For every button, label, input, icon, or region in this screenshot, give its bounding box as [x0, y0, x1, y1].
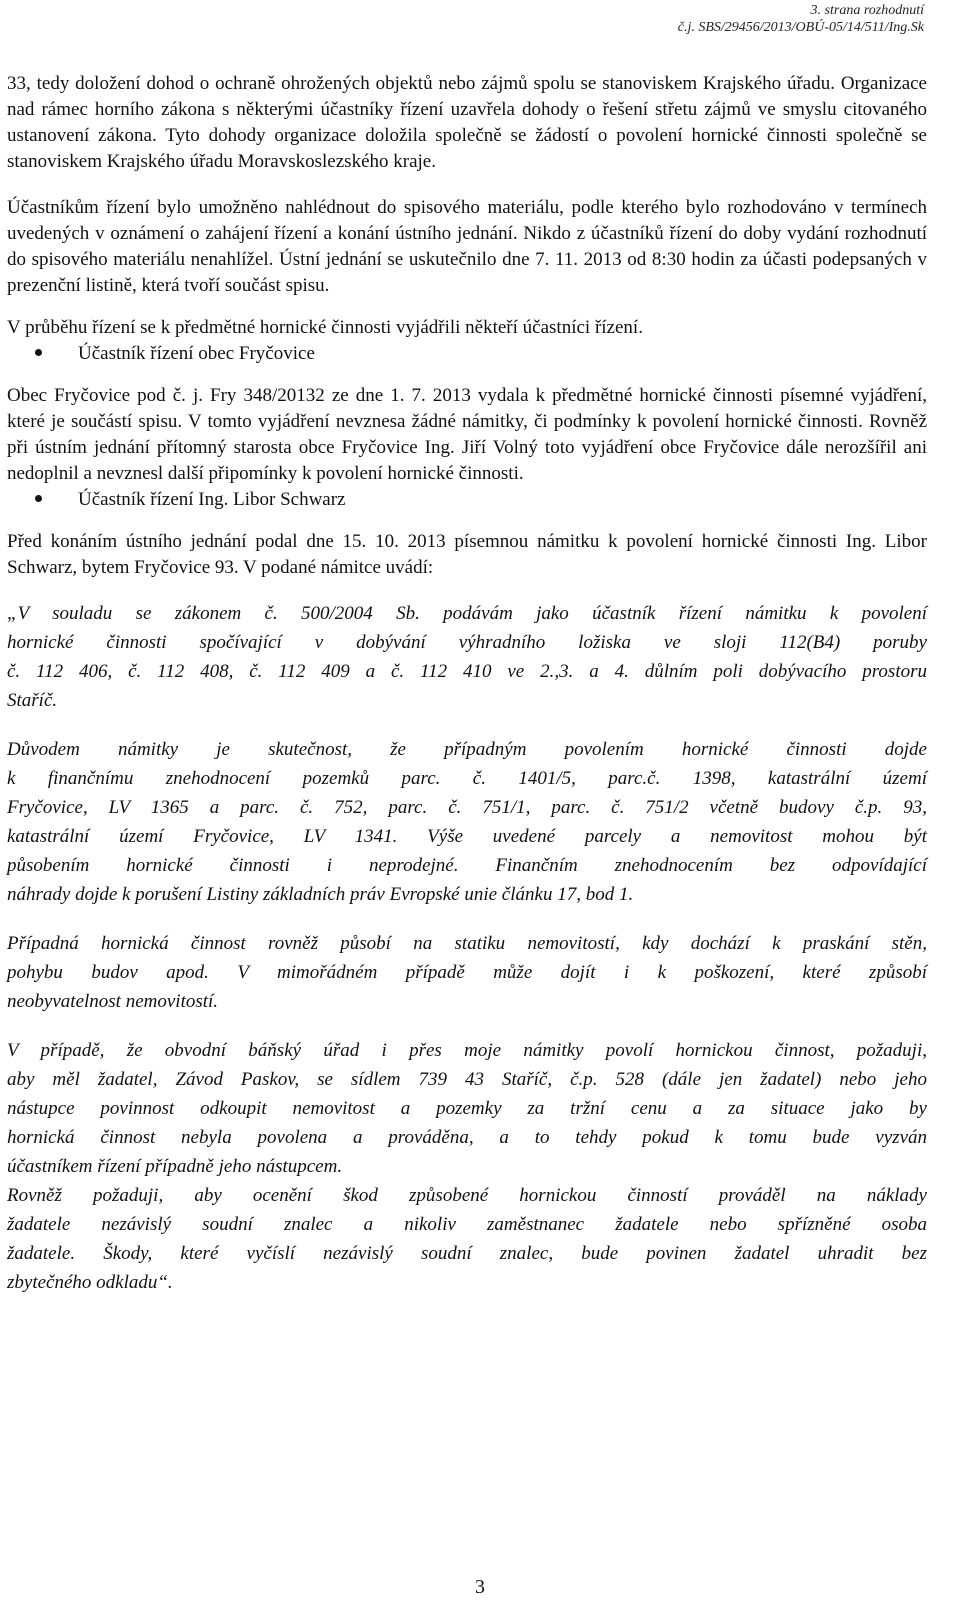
quote-paragraph-damage-assessment: Rovněž požaduji, aby ocenění škod způsobené hornickou činností prováděl na náklady žadatele nezávislý soudní znalec a nikoliv zaměstnanec žadatele nebo spřízněné osoba žadatele. Škody, které vyčíslí nezávislý soudní znalec, bude povinen žadatel uhradit bez zbytečného odkladu“.: [7, 1185, 927, 1293]
list-item-schwarz: [7, 487, 927, 513]
quote-paragraph-statics: Případná hornická činnost rovněž působí na statiku nemovitostí, kdy dochází k praskání stěn, pohybu budov apod. V mimořádném případě může dojít i k poškození, které způsobí neobyvatelnost nemovitostí.: [7, 933, 927, 1012]
page-label: 3. strana rozhodnutí: [810, 3, 924, 18]
page-number: 3: [475, 1576, 485, 1598]
quote-paragraph-reason: Důvodem námitky je skutečnost, že případným povolením hornické činnosti dojde k finančnímu znehodnocení pozemků parc. č. 1401/5, parc.č. 1398, katastrální území Fryčovice, LV 1365 a parc. č. 752, parc. č. 751/1, parc. č. 751/2 včetně budovy č.p. 93, katastrální území Fryčovice, LV 1341. Výše uvedené parcely a nemovitost mohou být působením hornické činnosti i neprodejné. Finančním znehodnocením bez odpovídající náhrady dojde k porušení Listiny základních práv Evropské unie článku 17, bod 1.: [7, 739, 927, 905]
quote-block: [7, 599, 927, 1297]
paragraph-objection-intro: Před konáním ústního jednání podal dne 15. 10. 2013 písemnou námitku k povolení hornické činnosti Ing. Libor Schwarz, bytem Fryčovice 93. V podané námitce uvádí:: [7, 531, 927, 578]
quote-paragraph-purchase-demand: V případě, že obvodní báňský úřad i přes moje námitky povolí hornickou činnost, požaduji, aby měl žadatel, Závod Paskov, se sídlem 739 43 Staříč, č.p. 528 (dále jen žadatel) nebo jeho nástupce povinnost odkoupit nemovitost a pozemky za tržní cenu a za situace jako by hornická činnost nebyla povolena a prováděna, a to tehdy pokud k tomu bude vyzván účastníkem řízení případně jeho nástupcem.: [7, 1040, 927, 1177]
page-header: [678, 2, 924, 36]
paragraph-participants-statements: V průběhu řízení se k předmětné hornické činnosti vyjádřili někteří účastníci řízení.: [7, 317, 643, 338]
bullet-icon: [7, 341, 78, 367]
document-body: [7, 71, 927, 1297]
list-item-label: Účastník řízení obec Fryčovice: [78, 343, 315, 364]
reference-number: č.j. SBS/29456/2013/OBÚ-05/14/511/Ing.Sk: [677, 20, 924, 35]
list-item-label: Účastník řízení Ing. Libor Schwarz: [78, 489, 346, 510]
paragraph-municipality-statement: Obec Fryčovice pod č. j. Fry 348/20132 ze dne 1. 7. 2013 vydala k předmětné hornické činnosti písemné vyjádření, které je součástí spisu. V tomto vyjádření nevznesa žádné námitky, či podmínky k povolení hornické činnosti. Rovněž při ústním jednání přítomný starosta obce Fryčovice Ing. Jiří Volný toto vyjádření obce Fryčovice dále nerozšířil ani nedoplnil a nevznesl další připomínky k povolení hornické činnosti.: [7, 385, 927, 484]
bullet-icon: [7, 487, 78, 513]
quote-paragraph-objection: „V souladu se zákonem č. 500/2004 Sb. podávám jako účastník řízení námitku k povolení hornické činnosti spočívající v dobývání výhradního ložiska ve sloji 112(B4) poruby č. 112 406, č. 112 408, č. 112 409 a č. 112 410 ve 2.,3. a 4. důlním poli dobývacího prostoru Staříč.: [7, 603, 927, 711]
paragraph-file-access: Účastníkům řízení bylo umožněno nahlédnout do spisového materiálu, podle kterého bylo rozhodováno v termínech uvedených v oznámení o zahájení řízení a konání ústního jednání. Nikdo z účastníků řízení do doby vydání rozhodnutí do spisového materiálu nenahlížel. Ústní jednání se uskutečnilo dne 7. 11. 2013 od 8:30 hodin za účasti podepsaných v prezenční listině, která tvoří součást spisu.: [7, 197, 927, 296]
list-item-municipality: [7, 341, 927, 367]
paragraph-agreements: 33, tedy doložení dohod o ochraně ohrožených objektů nebo zájmů spolu se stanoviskem Krajského úřadu. Organizace nad rámec horního zákona s některými účastníky řízení uzavřela dohody o řešení střetu zájmů ve smyslu citovaného ustanovení zákona. Tyto dohody organizace doložila společně se žádostí o povolení hornické činnosti společně se stanoviskem Krajského úřadu Moravskoslezského kraje.: [7, 73, 927, 172]
